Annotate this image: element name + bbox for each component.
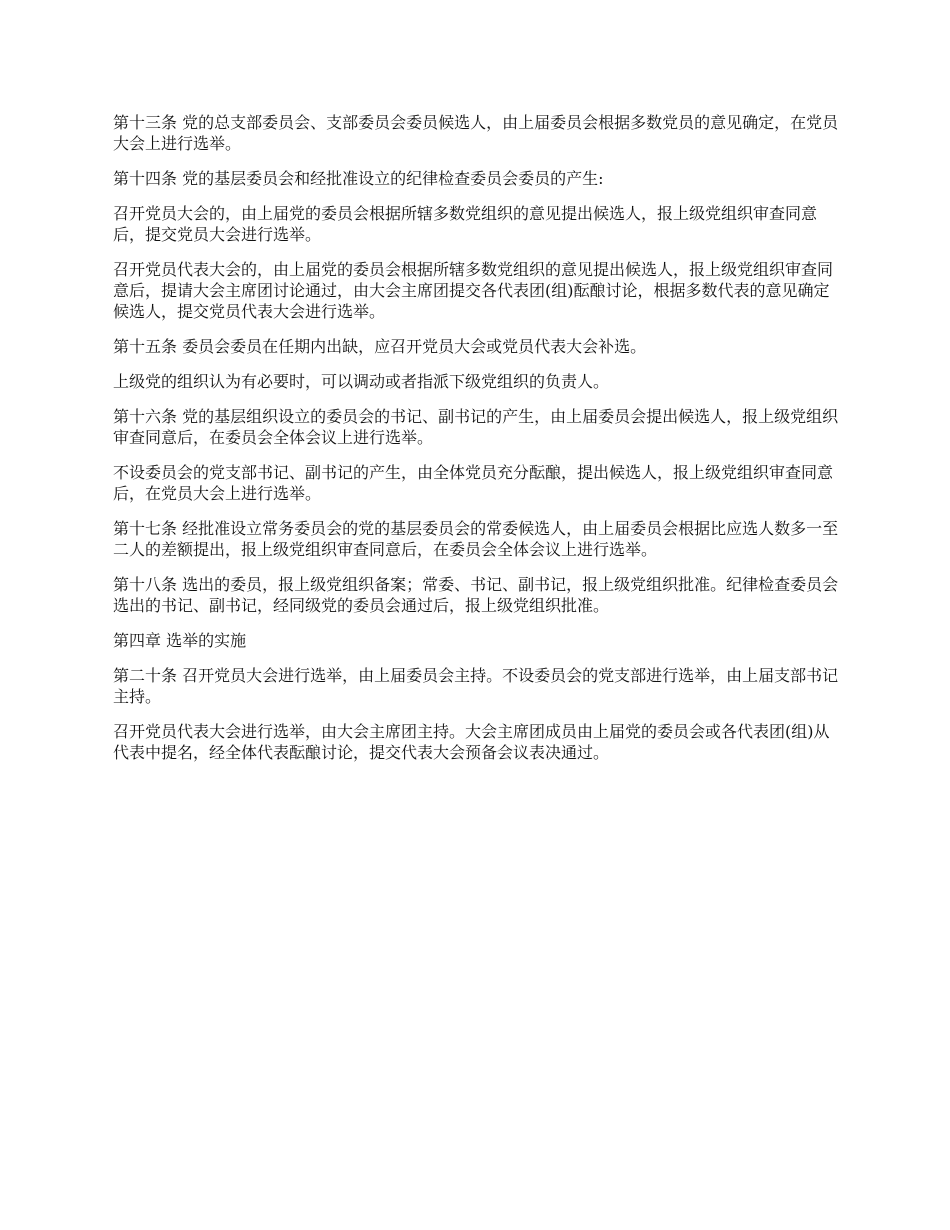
paragraph-article-14: 第十四条 党的基层委员会和经批准设立的纪律检查委员会委员的产生:	[113, 169, 604, 188]
paragraph-article-20: 第二十条 召开党员大会进行选举，由上届委员会主持。不设委员会的党支部进行选举，由上届支部书记主持。	[113, 666, 839, 706]
paragraph-article-17: 第十七条 经批准设立常务委员会的党的基层委员会的常委候选人，由上届委员会根据比应选人数多一至二人的差额提出，报上级党组织审查同意后，在委员会全体会议上进行选举。	[113, 519, 839, 559]
paragraph-article-18: 第十八条 选出的委员，报上级党组织备案；常委、书记、副书记，报上级党组织批准。纪律检查委员会选出的书记、副书记，经同级党的委员会通过后，报上级党组织批准。	[113, 575, 839, 615]
paragraph-delegate-congress: 召开党员代表大会的，由上届党的委员会根据所辖多数党组织的意见提出候选人，报上级党组织审查同意后，提请大会主席团讨论通过，由大会主席团提交各代表团(组)酝酿讨论，根据多数代表的意见确定候选人，提交党员代表大会进行选举。	[113, 260, 834, 321]
paragraph-higher-organization: 上级党的组织认为有必要时，可以调动或者指派下级党组织的负责人。	[113, 372, 610, 391]
paragraph-article-16: 第十六条 党的基层组织设立的委员会的书记、副书记的产生，由上届委员会提出候选人，报上级党组织审查同意后，在委员会全体会议上进行选举。	[113, 407, 839, 447]
paragraph-branch-secretary: 不设委员会的党支部书记、副书记的产生，由全体党员充分酝酿，提出候选人，报上级党组织审查同意后，在党员大会上进行选举。	[113, 463, 834, 503]
paragraph-presidium: 召开党员代表大会进行选举，由大会主席团主持。大会主席团成员由上届党的委员会或各代表团(组)从代表中提名，经全体代表酝酿讨论，提交代表大会预备会议表决通过。	[113, 722, 830, 762]
paragraph-party-congress: 召开党员大会的，由上届党的委员会根据所辖多数党组织的意见提出候选人，报上级党组织审查同意后，提交党员大会进行选举。	[113, 204, 818, 244]
paragraph-article-13: 第十三条 党的总支部委员会、支部委员会委员候选人，由上届委员会根据多数党员的意见确定，在党员大会上进行选举。	[113, 113, 839, 153]
paragraph-article-15: 第十五条 委员会委员在任期内出缺，应召开党员大会或党员代表大会补选。	[113, 337, 647, 356]
chapter-heading-4: 第四章 选举的实施	[113, 631, 247, 650]
document-page	[113, 112, 843, 777]
